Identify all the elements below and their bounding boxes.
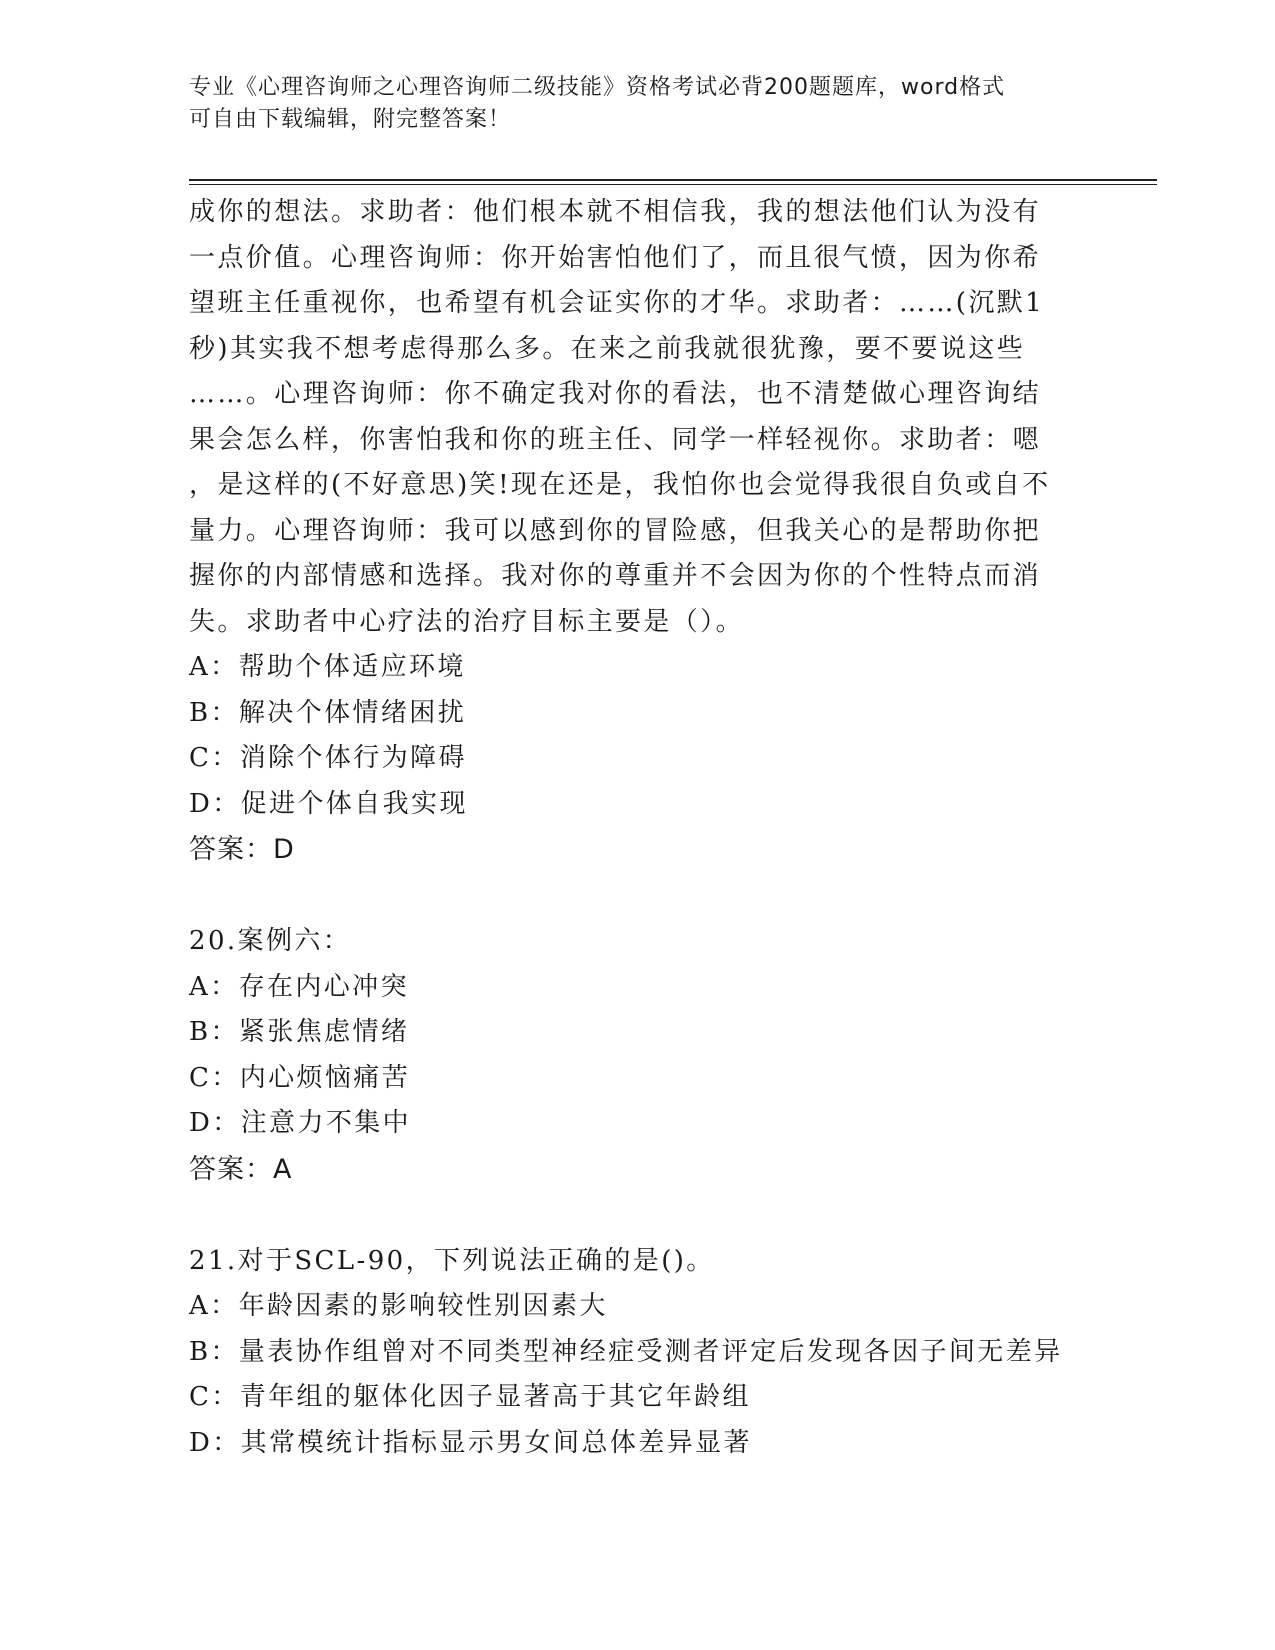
option-d: D：注意力不集中 bbox=[189, 1108, 412, 1138]
header-line-2: 可自由下载编辑，附完整答案！ bbox=[189, 107, 512, 132]
option-b: B：紧张焦虑情绪 bbox=[189, 1017, 410, 1047]
passage-line: 量力。心理咨询师：我可以感到你的冒险感，但我关心的是帮助你把 bbox=[189, 515, 1042, 546]
passage-line: 失。求助者中心疗法的治疗目标主要是（）。 bbox=[189, 606, 745, 637]
passage-line: ……。心理咨询师：你不确定我对你的看法，也不清楚做心理咨询结 bbox=[189, 379, 1042, 409]
passage-line: 秒)其实我不想考虑得那么多。在来之前我就很犹豫，要不要说这些 bbox=[189, 333, 1026, 364]
case-passage bbox=[189, 190, 1089, 645]
header-divider-thick bbox=[189, 179, 1157, 181]
header-line-1: 专业《心理咨询师之心理咨询师二级技能》资格考试必背200题题库，word格式 bbox=[189, 75, 1006, 100]
question-19-answer: 答案：D bbox=[189, 834, 295, 865]
question-20 bbox=[189, 919, 1089, 1147]
option-c: C：消除个体行为障碍 bbox=[189, 743, 467, 773]
question-20-answer: 答案：A bbox=[189, 1153, 293, 1185]
option-a: A：存在内心冲突 bbox=[189, 971, 409, 1002]
passage-line: 握你的内部情感和选择。我对你的尊重并不会因为你的个性特点而消 bbox=[189, 561, 1042, 591]
passage-line: 一点价值。心理咨询师：你开始害怕他们了，而且很气愤，因为你希 bbox=[189, 242, 1042, 273]
passage-line: 果会怎么样，你害怕我和你的班主任、同学一样轻视你。求助者：嗯 bbox=[189, 424, 1042, 455]
passage-line: ，是这样的(不好意思)笑!现在还是，我怕你也会觉得我很自负或自不 bbox=[189, 470, 1051, 500]
header-divider-thin bbox=[189, 184, 1157, 185]
question-19-options bbox=[189, 645, 1089, 827]
option-b: B：解决个体情绪困扰 bbox=[189, 697, 467, 728]
passage-line: 望班主任重视你，也希望有机会证实你的才华。求助者：……(沉默1 bbox=[189, 288, 1045, 318]
option-c: C：内心烦恼痛苦 bbox=[189, 1062, 411, 1093]
option-a: A：年龄因素的影响较性别因素大 bbox=[189, 1291, 608, 1321]
spacer bbox=[189, 1193, 1089, 1239]
option-d: D：其常模统计指标显示男女间总体差异显著 bbox=[189, 1427, 752, 1458]
question-title: 20.案例六： bbox=[189, 926, 352, 956]
question-title: 21.对于SCL-90，下列说法正确的是()。 bbox=[189, 1245, 715, 1276]
passage-line: 成你的想法。求助者：他们根本就不相信我，我的想法他们认为没有 bbox=[189, 197, 1042, 227]
document-body bbox=[189, 190, 1089, 1466]
option-b: B：量表协作组曾对不同类型神经症受测者评定后发现各因子间无差异 bbox=[189, 1336, 1063, 1367]
option-d: D：促进个体自我实现 bbox=[189, 788, 468, 819]
page-header bbox=[189, 72, 1089, 136]
spacer bbox=[189, 873, 1089, 919]
option-a: A：帮助个体适应环境 bbox=[189, 652, 466, 682]
option-c: C：青年组的躯体化因子显著高于其它年龄组 bbox=[189, 1382, 751, 1412]
question-21 bbox=[189, 1239, 1089, 1467]
